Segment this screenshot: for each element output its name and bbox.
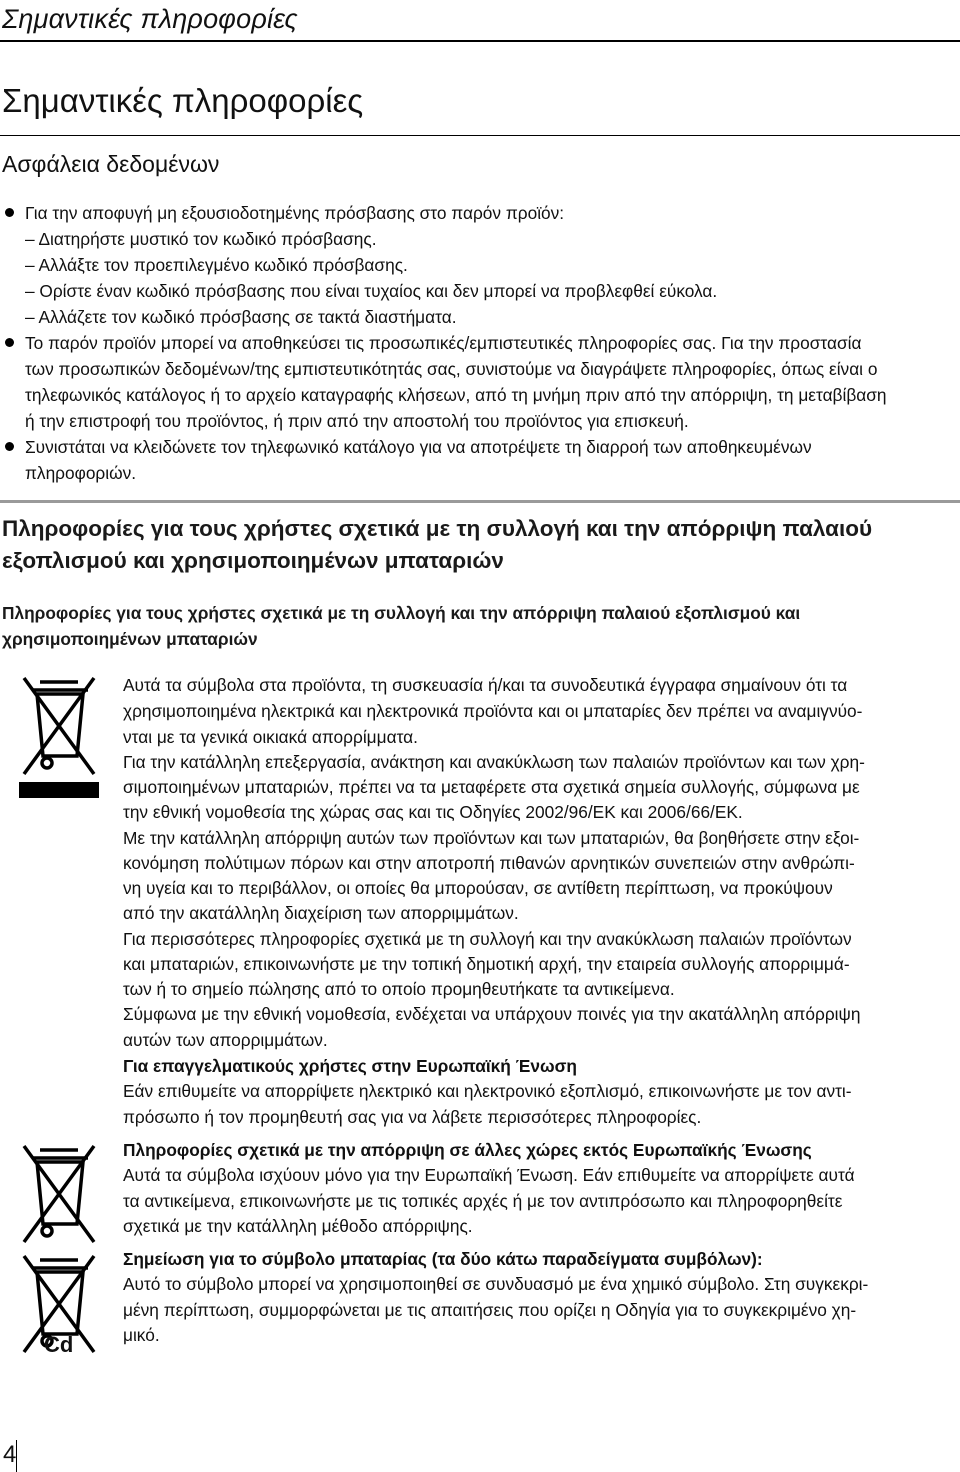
bullet-icon xyxy=(5,442,14,451)
list-item: Το παρόν προϊόν μπορεί να αποθηκεύσει τις προσωπικές/εμπιστευτικές πληροφορίες σας. Για την προστασία xyxy=(25,333,862,353)
section-separator xyxy=(0,500,960,503)
battery-note-title: Σημείωση για το σύμβολο μπαταρίας (τα δύο κάτω παραδείγματα συμβόλων): xyxy=(123,1249,763,1269)
body-line: την εθνική νομοθεσία της χώρας σας και τις Οδηγίες 2002/96/ΕΚ και 2006/66/ΕΚ. xyxy=(123,802,743,822)
outside-eu-title: Πληροφορίες σχετικά με την απόρριψη σε άλλες χώρες εκτός Ευρωπαϊκής Ένωσης xyxy=(123,1140,812,1160)
crossed-bin-icon xyxy=(18,1140,100,1250)
business-users-title: Για επαγγελματικούς χρήστες στην Ευρωπαϊκή Ένωση xyxy=(123,1056,577,1076)
list-item: Για την αποφυγή μη εξουσιοδοτημένης πρόσβασης στο παρόν προϊόν: xyxy=(25,203,565,223)
body-line: Αυτά τα σύμβολα στα προϊόντα, τη συσκευασία ή/και τα συνοδευτικά έγγραφα σημαίνουν ότι τα xyxy=(123,675,848,695)
body-line: Για την κατάλληλη επεξεργασία, ανάκτηση και ανακύκλωση των παλαιών προϊόντων και των χρη- xyxy=(123,752,865,772)
body-line: Αυτά τα σύμβολα ισχύουν μόνο για την Ευρωπαϊκή Ένωση. Εάν επιθυμείτε να απορρίψετε αυτά xyxy=(123,1165,855,1185)
body-line: των ή το σημείο πώλησης από το οποίο προμηθευτήκατε τα αντικείμενα. xyxy=(123,979,675,999)
header-rule xyxy=(0,40,960,42)
body-line: Αυτό το σύμβολο μπορεί να χρησιμοποιηθεί σε συνδυασμό με ένα χημικό σύμβολο. Στη συγκεκρι- xyxy=(123,1274,869,1294)
bullet-icon xyxy=(5,338,14,347)
list-item-continuation: ή την επιστροφή του προϊόντος, ή πριν από την αποστολή του προϊόντος για επισκευή. xyxy=(25,411,689,431)
section-title-data-security: Ασφάλεια δεδομένων xyxy=(2,151,220,177)
subsection-heading-line2: χρησιμοποιημένων μπαταριών xyxy=(2,629,258,649)
running-header: Σημαντικές πληροφορίες xyxy=(2,4,298,34)
sub-list-item: – Αλλάζετε τον κωδικό πρόσβασης σε τακτά διαστήματα. xyxy=(25,307,457,327)
page-title: Σημαντικές πληροφορίες xyxy=(2,82,364,119)
body-line: σχετικά με την κατάλληλη μέθοδο απόρριψης. xyxy=(123,1216,473,1236)
bullet-icon xyxy=(5,208,14,217)
body-line: Εάν επιθυμείτε να απορρίψετε ηλεκτρικό και ηλεκτρονικό εξοπλισμό, επικοινωνήστε με τον αντι- xyxy=(123,1081,852,1101)
title-rule xyxy=(0,135,960,136)
body-line: Σύμφωνα με την εθνική νομοθεσία, ενδέχεται να υπάρχουν ποινές για την ακατάλληλη απόρριψη xyxy=(123,1004,861,1024)
body-line: μικό. xyxy=(123,1325,160,1345)
body-line: από την ακατάλληλη διαχείριση των απορριμμάτων. xyxy=(123,903,519,923)
body-line: νται με τα γενικά οικιακά απορρίμματα. xyxy=(123,727,418,747)
body-line: νη υγεία και το περιβάλλον, οι οποίες θα μπορούσαν, σε αντίθετη περίπτωση, να προκύψουν xyxy=(123,878,833,898)
list-item: Συνιστάται να κλειδώνετε τον τηλεφωνικό κατάλογο για να αποτρέψετε τη διαρροή των αποθηκευμένων xyxy=(25,437,812,457)
body-line: Με την κατάλληλη απόρριψη αυτών των προϊόντων και των μπαταριών, θα βοηθήσετε στην εξοι- xyxy=(123,828,860,848)
list-item-continuation: πληροφοριών. xyxy=(25,463,137,483)
section-heading: Πληροφορίες για τους χρήστες σχετικά με τη συλλογή και την απόρριψη παλαιού xyxy=(2,516,873,541)
body-line: αυτών των απορριμμάτων. xyxy=(123,1030,328,1050)
page-number: 4 xyxy=(3,1441,17,1468)
body-line: τα αντικείμενα, επικοινωνήστε με τις τοπικές αρχές ή με τον αντιπρόσωπο και πληροφορηθείτε xyxy=(123,1191,843,1211)
body-line: πρόσωπο ή τον προμηθευτή σας για να λάβετε περισσότερες πληροφορίες. xyxy=(123,1107,702,1127)
body-line: χρησιμοποιημένα ηλεκτρικά και ηλεκτρονικά προϊόντα και οι μπαταρίες δεν πρέπει να αναμιγνύο- xyxy=(123,701,863,721)
list-item-continuation: τηλεφωνικός κατάλογος ή το αρχείο καταγραφής κλήσεων, από τη μνήμη πριν από την απόρριψη, τη μεταβίβαση xyxy=(25,385,887,405)
subsection-heading: Πληροφορίες για τους χρήστες σχετικά με τη συλλογή και την απόρριψη παλαιού εξοπλισμού και xyxy=(2,603,801,623)
list-item-continuation: των προσωπικών δεδομένων/της εμπιστευτικότητάς σας, συνιστούμε να διαγράψετε πληροφορίες, όπως είναι ο xyxy=(25,359,878,379)
section-heading-line2: εξοπλισμού και χρησιμοποιημένων μπαταριών xyxy=(2,548,504,573)
body-line: και μπαταριών, επικοινωνήστε με την τοπική δημοτική αρχή, την εταιρεία συλλογής απορριμμά- xyxy=(123,954,850,974)
body-line: κονόμηση πολύτιμων πόρων και στην αποτροπή πιθανών αρνητικών συνεπειών στην ανθρώπι- xyxy=(123,853,855,873)
body-line: σιμοποιημένων μπαταριών, πρέπει να τα μεταφέρετε στα σχετικά σημεία συλλογής, σύμφωνα με xyxy=(123,777,860,797)
sub-list-item: – Αλλάξτε τον προεπιλεγμένο κωδικό πρόσβασης. xyxy=(25,255,408,275)
crossed-bin-bar-icon xyxy=(18,672,100,800)
body-line: Για περισσότερες πληροφορίες σχετικά με τη συλλογή και την ανακύκλωση παλαιών προϊόντων xyxy=(123,929,852,949)
sub-list-item: – Διατηρήστε μυστικό τον κωδικό πρόσβασης. xyxy=(25,229,377,249)
chemical-symbol-label: Cd xyxy=(44,1332,74,1357)
sub-list-item: – Ορίστε έναν κωδικό πρόσβασης που είναι τυχαίος και δεν μπορεί να προβλεφθεί εύκολα. xyxy=(25,281,718,301)
body-line: μένη περίπτωση, συμμορφώνεται με τις απαιτήσεις που ορίζει η Οδηγία για το συγκεκριμένο χη- xyxy=(123,1300,857,1320)
